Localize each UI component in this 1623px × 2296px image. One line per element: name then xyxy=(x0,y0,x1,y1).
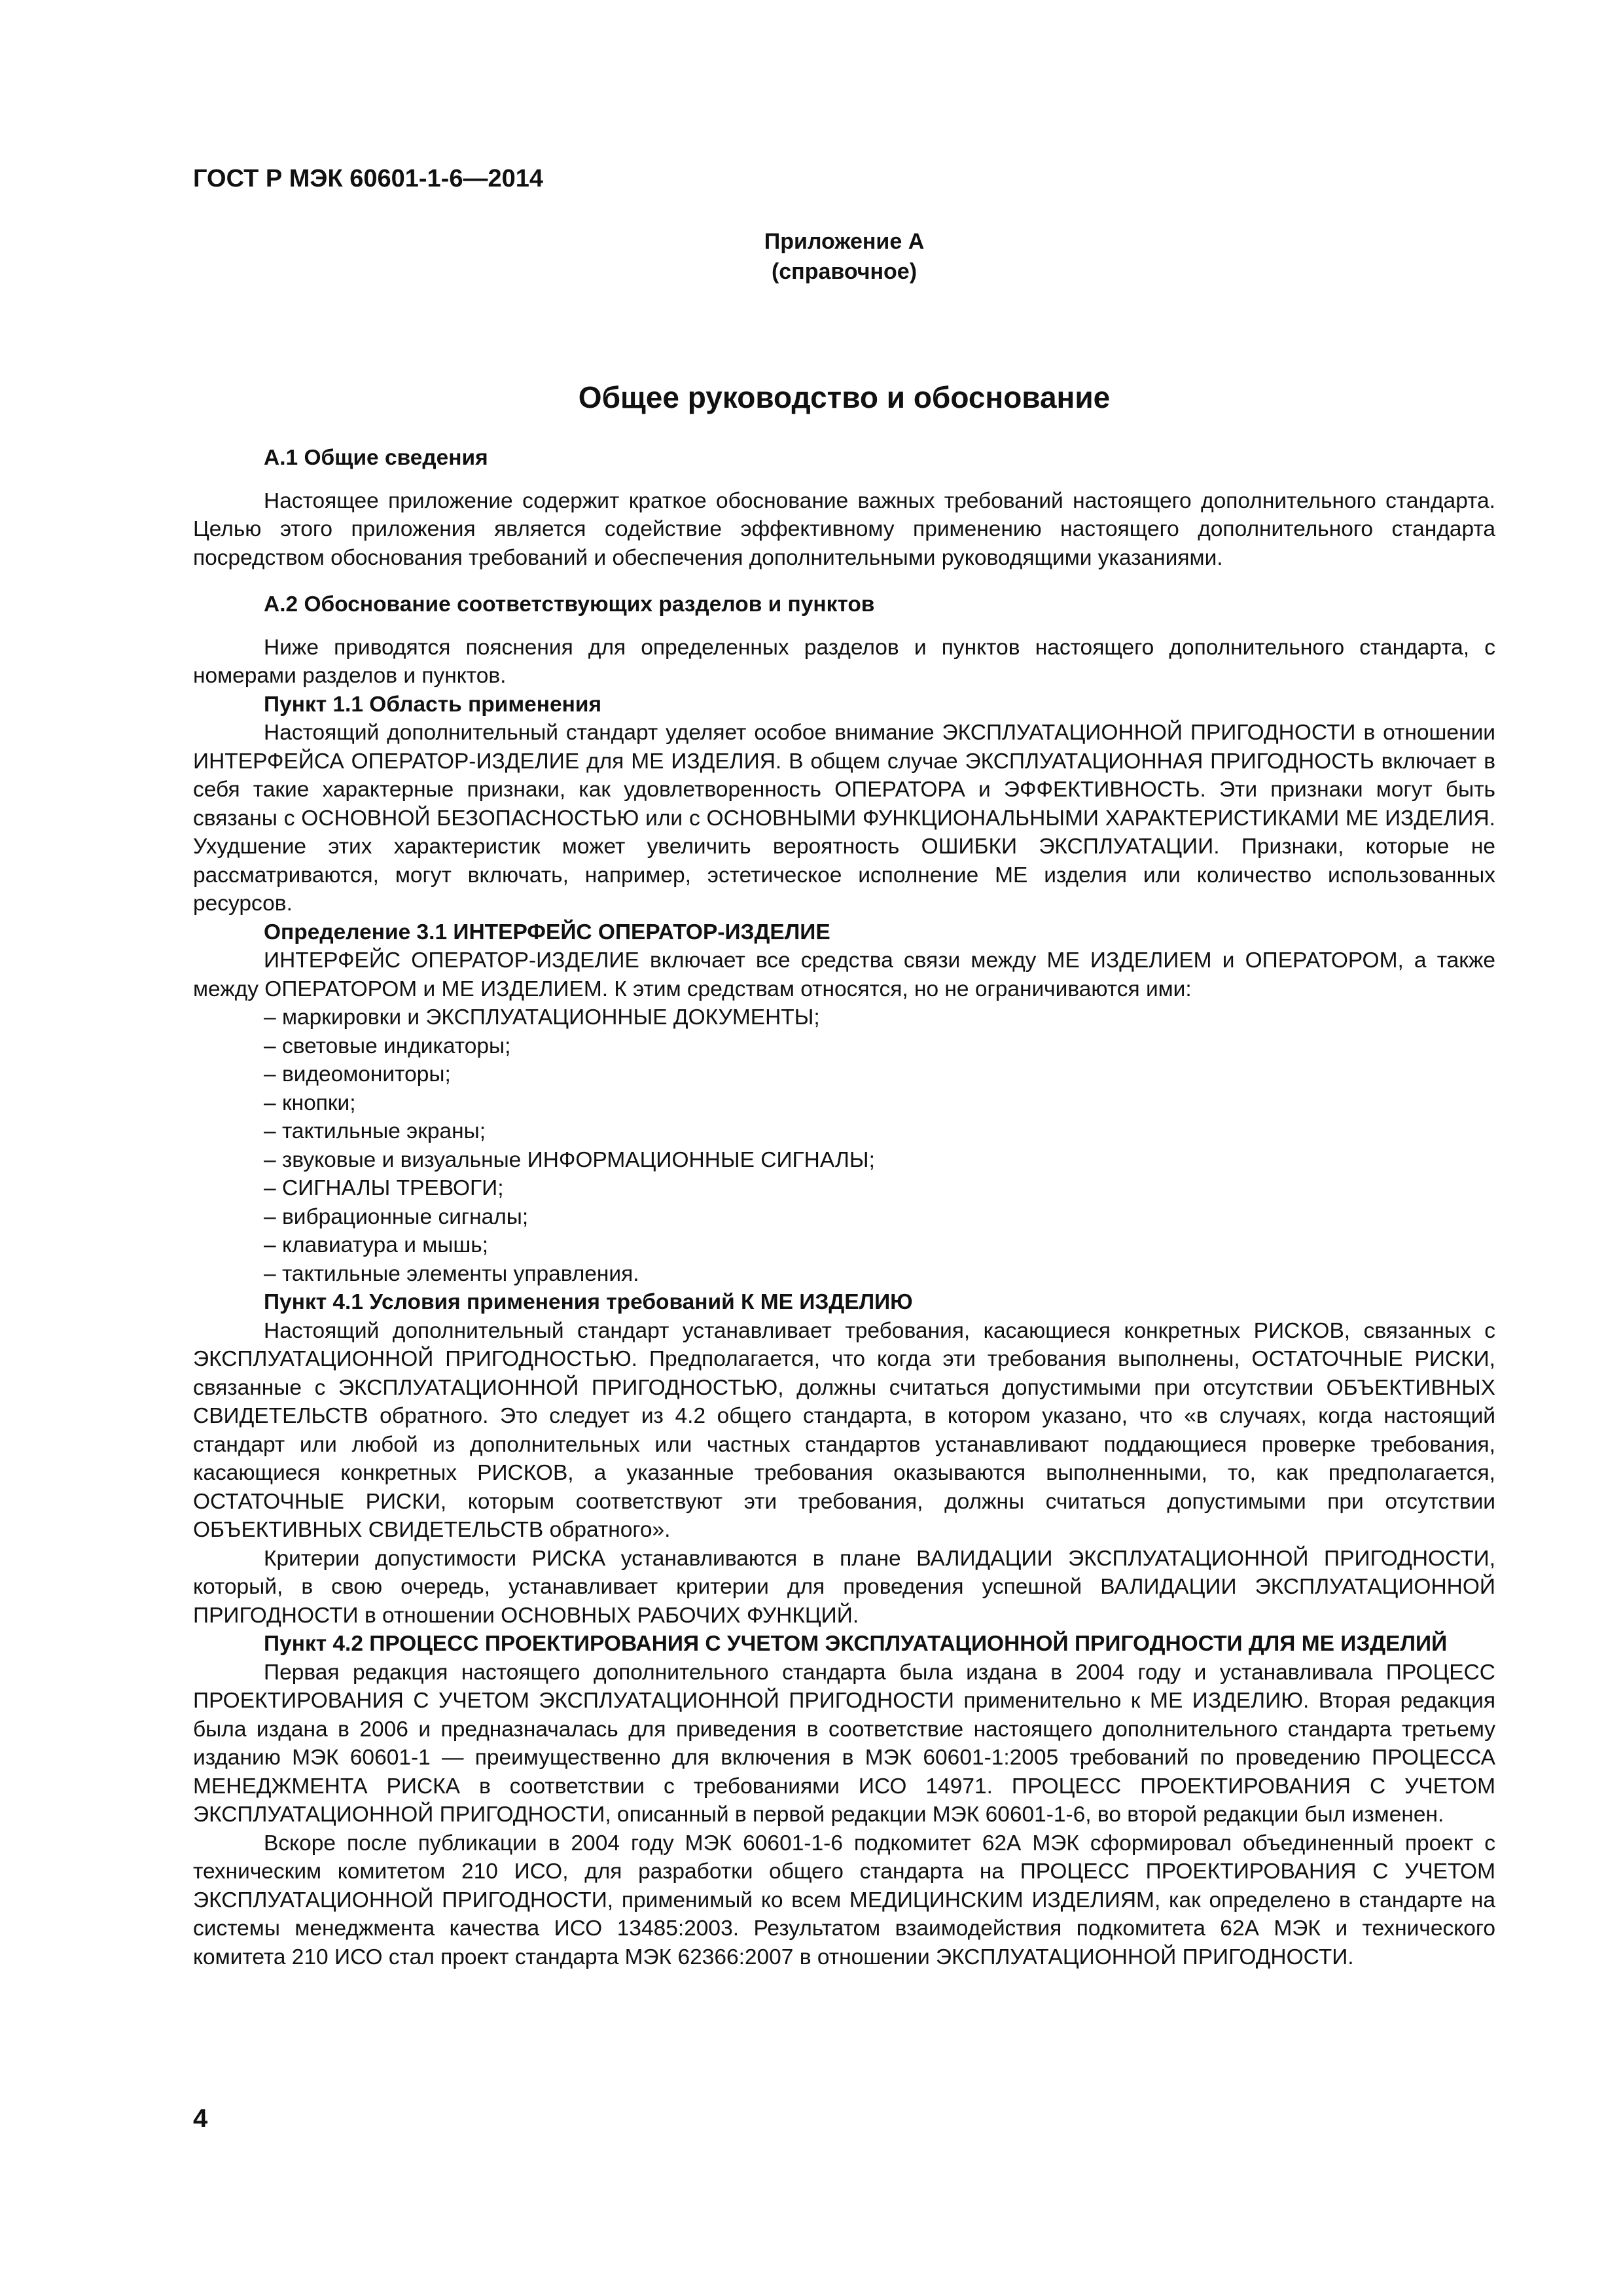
section-heading-a2: А.2 Обоснование соответствующих разделов и пунктов xyxy=(264,592,875,617)
clause-heading-4-1: Пункт 4.1 Условия применения требований К МЕ ИЗДЕЛИЮ xyxy=(264,1290,913,1314)
paragraph-clause-4-2-b: Вскоре после публикации в 2004 году МЭК 60601-1-6 подкомитет 62А МЭК сформировал объединенный проект с техническим комитетом 210 ИСО, для разработки общего стандарта на ПРОЦЕСС ПРОЕКТИРОВАНИЯ С УЧЕТОМ ЭКСПЛУАТАЦИОННОЙ ПРИГОДНОСТИ, применимый ко всем МЕДИЦИНСКИМ ИЗДЕЛИЯМ, как определено в стандарте на системы менеджмента качества ИСО 13485:2003. Результатом взаимодействия подкомитета 62А МЭК и технического комитета 210 ИСО стал проект стандарта МЭК 62366:2007 в отношении ЭКСПЛУАТАЦИОННОЙ ПРИГОДНОСТИ. xyxy=(193,1831,1495,1969)
clause-heading-1-1: Пункт 1.1 Область применения xyxy=(264,692,602,717)
page-number: 4 xyxy=(193,2104,208,2133)
list-item: – видеомониторы; xyxy=(264,1062,451,1086)
paragraph-clause-4-1-a: Настоящий дополнительный стандарт устанавливает требования, касающиеся конкретных РИСКОВ, связанных с ЭКСПЛУАТАЦИОННОЙ ПРИГОДНОСТЬЮ. Предполагается, что когда эти требования выполнены, ОСТАТОЧНЫЕ РИСКИ, связанные с ЭКСПЛУАТАЦИОННОЙ ПРИГОДНОСТЬЮ, должны считаться допустимыми при отсутствии ОБЪЕКТИВНЫХ СВИДЕТЕЛЬСТВ обратного. Это следует из 4.2 общего стандарта, в котором указано, что «в случаях, когда настоящий стандарт или любой из дополнительных или частных стандартов устанавливают поддающиеся проверке требования, касающиеся конкретных РИСКОВ, а указанные требования оказываются выполненными, то, как предполагается, ОСТАТОЧНЫЕ РИСКИ, которым соответствуют эти требования, должны считаться допустимыми при отсутствии ОБЪЕКТИВНЫХ СВИДЕТЕЛЬСТВ обратного». xyxy=(193,1318,1495,1542)
paragraph-clause-1-1: Настоящий дополнительный стандарт уделяет особое внимание ЭКСПЛУАТАЦИОННОЙ ПРИГОДНОСТИ в отношении ИНТЕРФЕЙСА ОПЕРАТОР-ИЗДЕЛИЕ для МЕ ИЗДЕЛИЯ. В общем случае ЭКСПЛУАТАЦИОННАЯ ПРИГОДНОСТЬ включает в себя такие характерные признаки, как удовлетворенность ОПЕРАТОРА и ЭФФЕКТИВНОСТЬ. Эти признаки могут быть связаны с ОСНОВНОЙ БЕЗОПАСНОСТЬЮ или с ОСНОВНЫМИ ФУНКЦИОНАЛЬНЫМИ ХАРАКТЕРИСТИКАМИ МЕ ИЗДЕЛИЯ. Ухудшение этих характеристик может увеличить вероятность ОШИБКИ ЭКСПЛУАТАЦИИ. Признаки, которые не рассматриваются, могут включать, например, эстетическое исполнение МЕ изделия или количество использованных ресурсов. xyxy=(193,721,1495,916)
list-item: – тактильные экраны; xyxy=(264,1119,486,1143)
interface-means-list xyxy=(193,1003,1495,1288)
list-item: – клавиатура и мышь; xyxy=(264,1233,488,1257)
appendix-kind: (справочное) xyxy=(771,259,918,284)
appendix-label: Приложение А xyxy=(764,229,925,254)
clause-heading-4-2: Пункт 4.2 ПРОЦЕСС ПРОЕКТИРОВАНИЯ С УЧЕТОМ ЭКСПЛУАТАЦИОННОЙ ПРИГОДНОСТИ ДЛЯ МЕ ИЗДЕЛИЙ xyxy=(264,1632,1448,1656)
paragraph-a2: Ниже приводятся пояснения для определенных разделов и пунктов настоящего дополнительного стандарта, с номерами разделов и пунктов. xyxy=(193,635,1495,688)
list-item: – маркировки и ЭКСПЛУАТАЦИОННЫЕ ДОКУМЕНТЫ; xyxy=(264,1005,820,1030)
paragraph-definition-3-1: ИНТЕРФЕЙС ОПЕРАТОР-ИЗДЕЛИЕ включает все средства связи между МЕ ИЗДЕЛИЕМ и ОПЕРАТОРОМ, а также между ОПЕРАТОРОМ и МЕ ИЗДЕЛИЕМ. К этим средствам относятся, но не ограничиваются ими: xyxy=(193,948,1495,1001)
section-heading-a1: А.1 Общие сведения xyxy=(264,446,488,470)
list-item: – звуковые и визуальные ИНФОРМАЦИОННЫЕ СИГНАЛЫ; xyxy=(264,1147,875,1172)
paragraph-clause-4-2-a: Первая редакция настоящего дополнительного стандарта была издана в 2004 году и устанавливала ПРОЦЕСС ПРОЕКТИРОВАНИЯ С УЧЕТОМ ЭКСПЛУАТАЦИОННОЙ ПРИГОДНОСТИ применительно к МЕ ИЗДЕЛИЮ. Вторая редакция была издана в 2006 и предназначалась для приведения в соответствие настоящего дополнительного стандарта третьему изданию МЭК 60601-1 — преимущественно для включения в МЭК 60601-1:2005 требований по проведению ПРОЦЕССА МЕНЕДЖМЕНТА РИСКА в соответствии с требованиями ИСО 14971. ПРОЦЕСС ПРОЕКТИРОВАНИЯ С УЧЕТОМ ЭКСПЛУАТАЦИОННОЙ ПРИГОДНОСТИ, описанный в первой редакции МЭК 60601-1-6, во второй редакции был изменен. xyxy=(193,1660,1495,1827)
paragraph-a1: Настоящее приложение содержит краткое обоснование важных требований настоящего дополнительного стандарта. Целью этого приложения является содействие эффективному применению настоящего дополнительного стандарта посредством обоснования требований и обеспечения дополнительными руководящими указаниями. xyxy=(193,488,1495,570)
list-item: – тактильные элементы управления. xyxy=(264,1261,639,1286)
definition-heading-3-1: Определение 3.1 ИНТЕРФЕЙС ОПЕРАТОР-ИЗДЕЛИЕ xyxy=(264,920,830,944)
list-item: – СИГНАЛЫ ТРЕВОГИ; xyxy=(264,1176,504,1200)
list-item: – кнопки; xyxy=(264,1090,356,1115)
list-item: – световые индикаторы; xyxy=(264,1033,511,1058)
document-header: ГОСТ Р МЭК 60601-1-6—2014 xyxy=(193,165,543,192)
appendix-title: Общее руководство и обоснование xyxy=(578,380,1111,414)
document-body xyxy=(193,444,1495,1971)
paragraph-clause-4-1-b: Критерии допустимости РИСКА устанавливаются в плане ВАЛИДАЦИИ ЭКСПЛУАТАЦИОННОЙ ПРИГОДНОСТИ, который, в свою очередь, устанавливает критерии для проведения успешной ВАЛИДАЦИИ ЭКСПЛУАТАЦИОННОЙ ПРИГОДНОСТИ в отношении ОСНОВНЫХ РАБОЧИХ ФУНКЦИЙ. xyxy=(193,1546,1495,1628)
list-item: – вибрационные сигналы; xyxy=(264,1204,529,1229)
